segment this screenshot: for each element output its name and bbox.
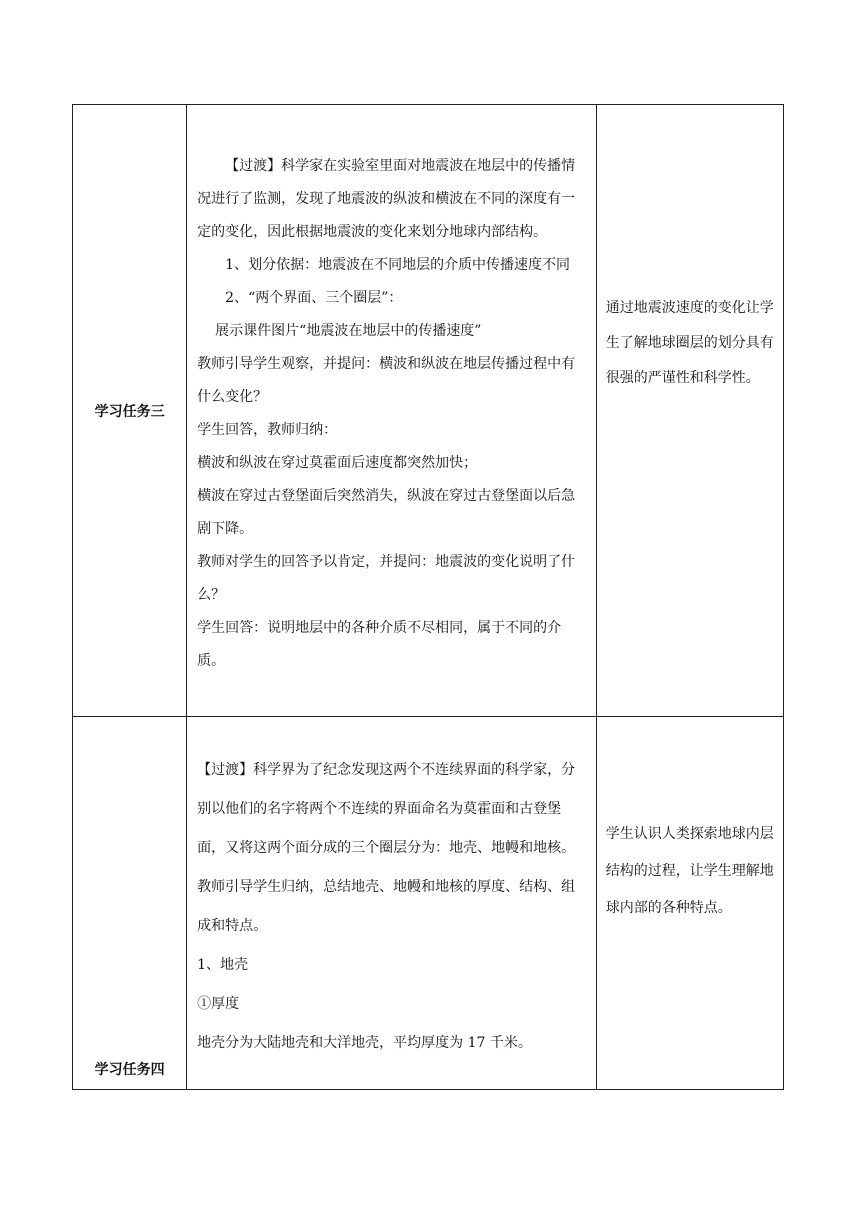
paragraph: 教师引导学生归纳，总结地壳、地幔和地核的厚度、结构、组成和特点。 (197, 879, 576, 934)
task-note (596, 717, 783, 1090)
task-note (596, 105, 783, 717)
paragraph: 地壳分为大陆地壳和大洋地壳，平均厚度为 17 千米。 (197, 1035, 532, 1051)
lesson-plan-table (72, 104, 784, 1090)
paragraph: 教师对学生的回答予以肯定，并提问：地震波的变化说明了什么？ (197, 553, 576, 603)
paragraph: 2、“两个界面、三个圈层”： (225, 289, 403, 306)
table-row (73, 105, 784, 717)
task-content (187, 717, 597, 1090)
paragraph: 【过渡】科学家在实验室里面对地震波在地层中的传播情况进行了监测，发现了地震波的纵波和横波在不同的深度有一定的变化，因此根据地震波的变化来划分地球内部结构。 (197, 157, 576, 240)
paragraph: 【过渡】科学界为了纪念发现这两个不连续界面的科学家，分别以他们的名字将两个不连续的界面命名为莫霍面和古登堡面，又将这两个面分成的三个圈层分为：地壳、地幔和地核。 (197, 762, 576, 856)
task-content (187, 105, 597, 717)
note-text: 学生认识人类探索地球内层结构的过程，让学生理解地球内部的各种特点。 (605, 825, 774, 916)
paragraph: 教师引导学生观察，并提问：横波和纵波在地层传播过程中有什么变化？ (197, 355, 576, 405)
paragraph: 1、划分依据：地震波在不同地层的介质中传播速度不同 (225, 256, 571, 273)
task-label: 学习任务三 (73, 105, 187, 717)
task-label: 学习任务四 (73, 717, 187, 1090)
paragraph: ①厚度 (197, 996, 240, 1012)
paragraph: 横波和纵波在穿过莫霍面后速度都突然加快； (197, 454, 478, 471)
paragraph: 学生回答，教师归纳： (197, 421, 338, 438)
paragraph: 展示课件图片“地震波在地层中的传播速度” (215, 322, 482, 339)
paragraph: 学生回答：说明地层中的各种介质不尽相同，属于不同的介质。 (197, 619, 562, 669)
paragraph: 1、地壳 (197, 957, 249, 973)
table-row (73, 717, 784, 1090)
paragraph: 横波在穿过古登堡面后突然消失，纵波在穿过古登堡面以后急剧下降。 (197, 487, 576, 537)
note-text: 通过地震波速度的变化让学生了解地球圈层的划分具有很强的严谨性和科学性。 (605, 299, 774, 386)
